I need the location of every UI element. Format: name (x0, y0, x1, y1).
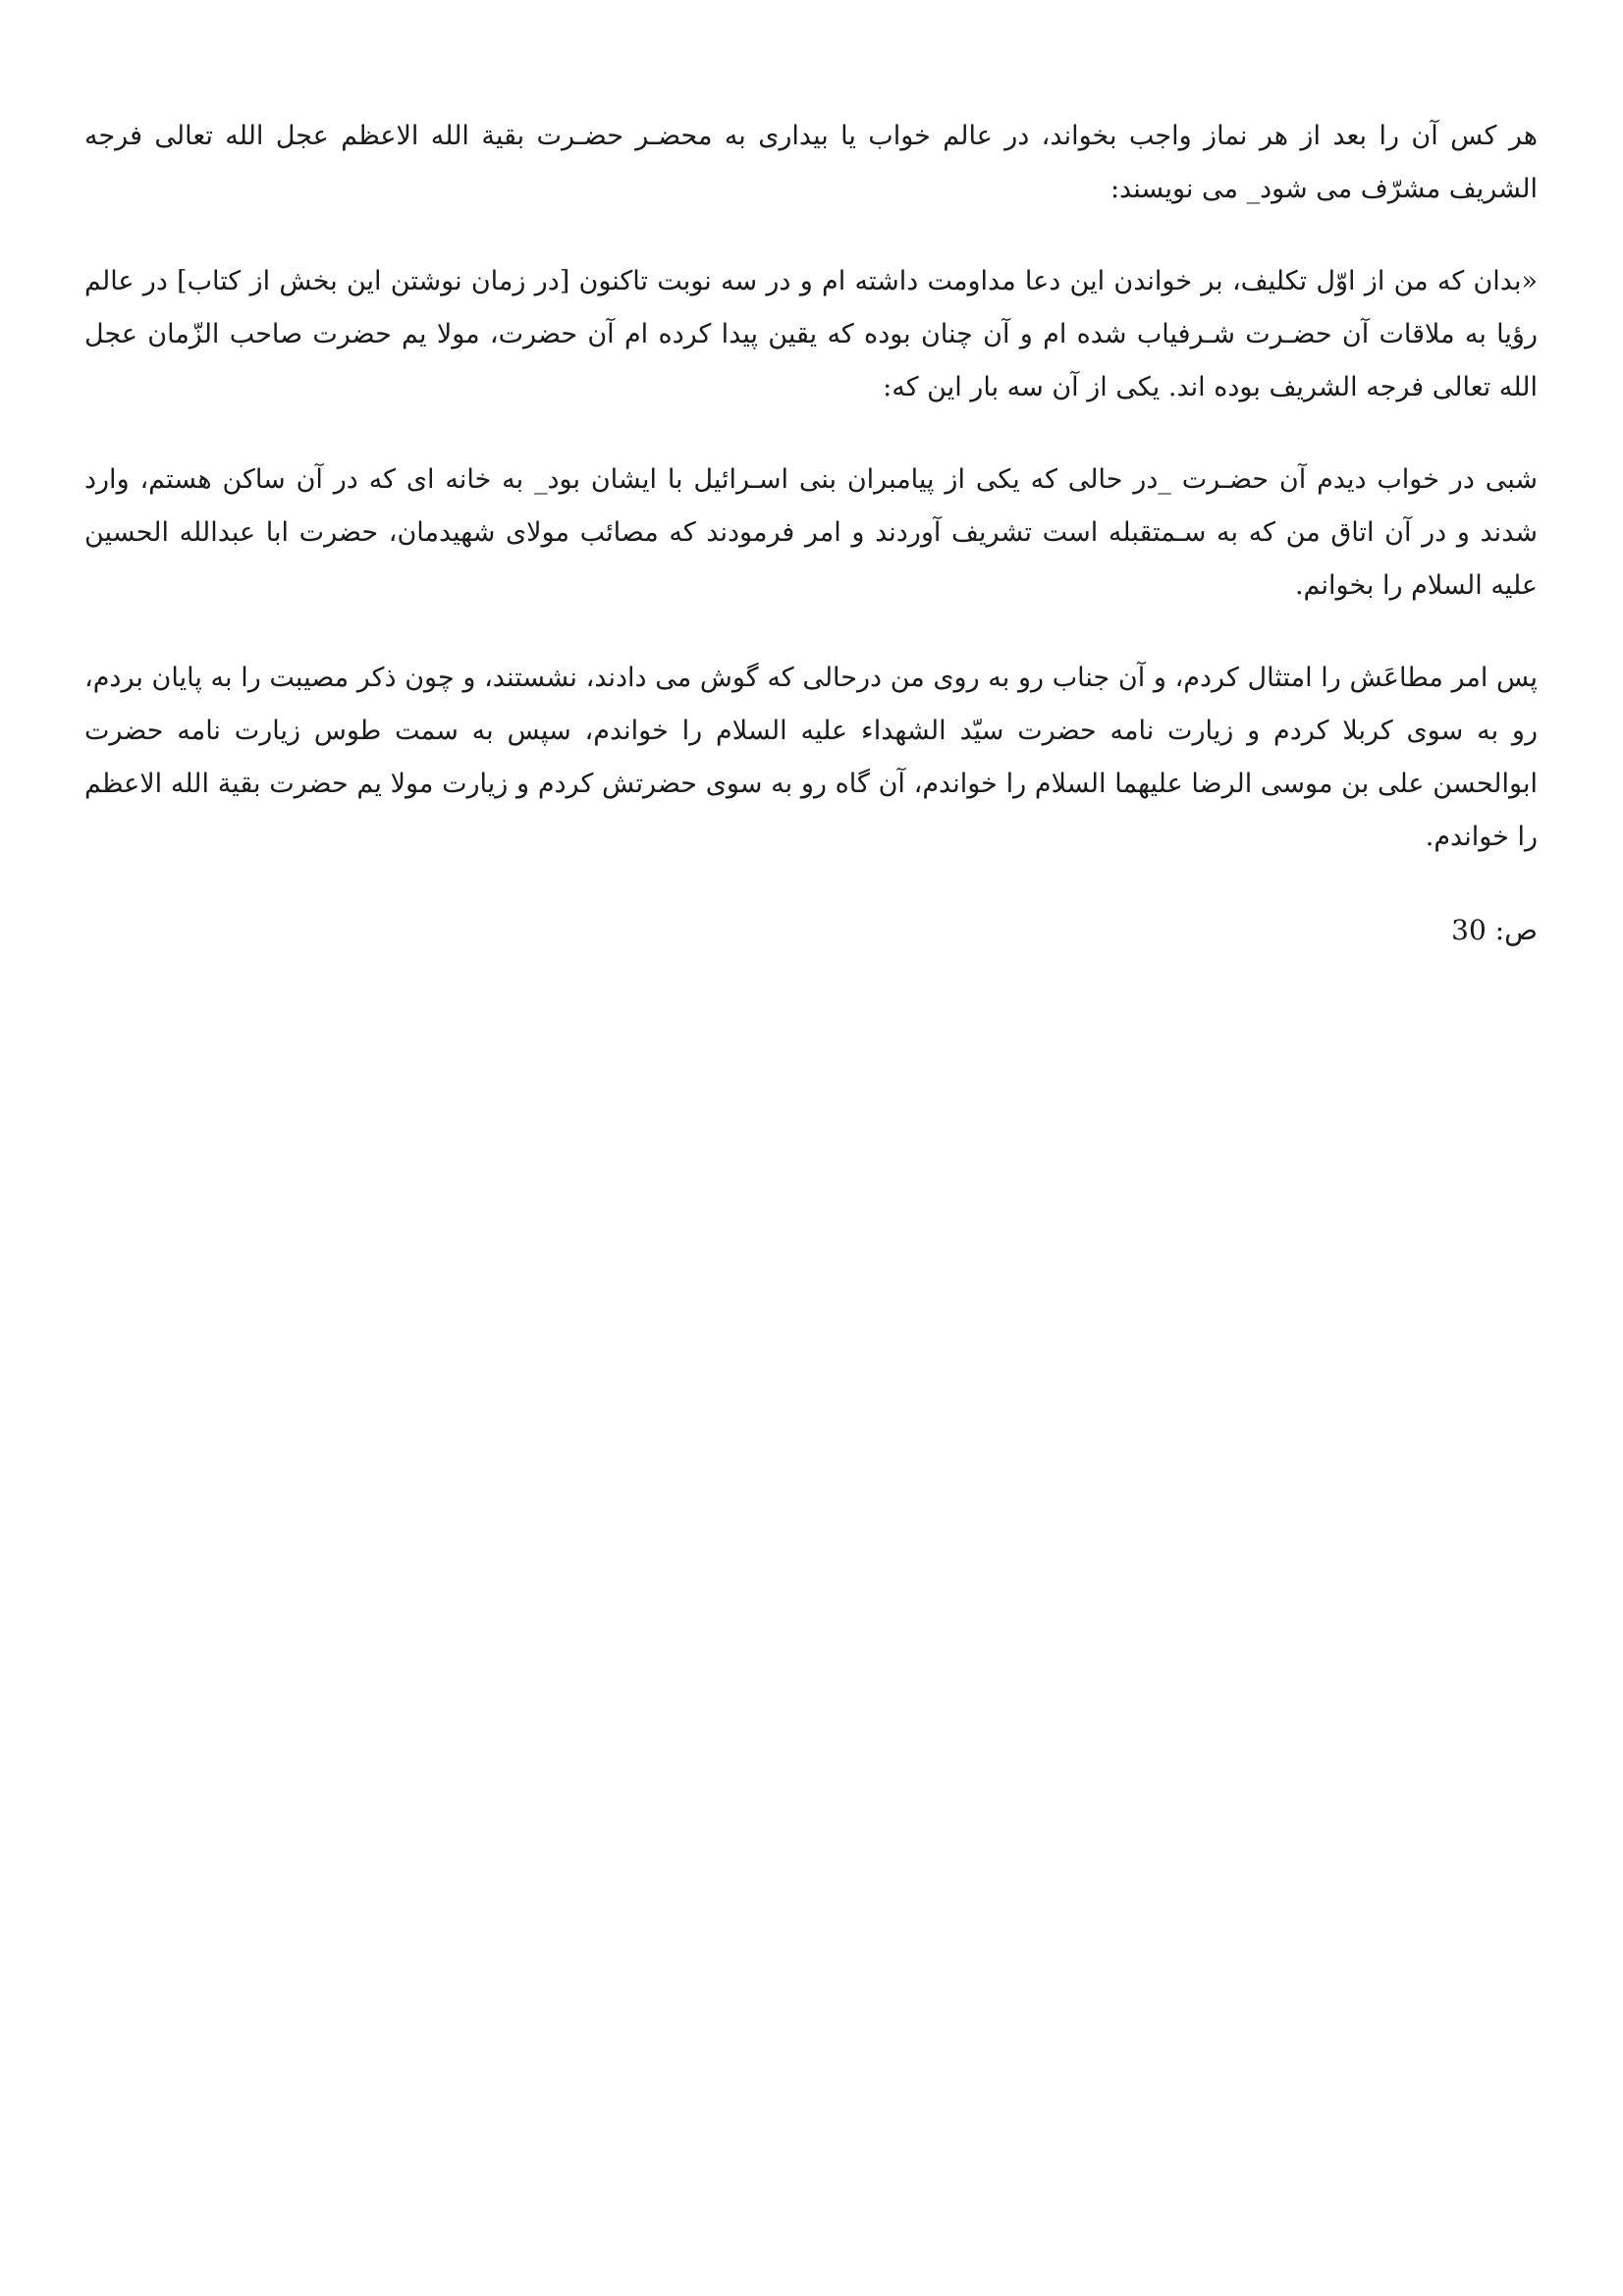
paragraph-3: شبی در خواب دیدم آن حضـرت _در حالی که یکی از پیامبران بنی اسـرائیل با ایشان بود_ به خانه ای که در آن ساکن هستم، وارد شدند و در آن اتاق من که به سـمتقبله است تشریف آوردند و امر فرمودند که مصائب مولای شهیدمان، حضرت ابا عبدالله الحسین علیه السلام را بخوانم. (84, 464, 1538, 601)
document-page (84, 110, 1538, 950)
paragraph-2: «بدان که من از اوّل تکلیف، بر خواندن این دعا مداومت داشته ام و در سه نوبت تاکنون [در زمان نوشتن این بخش از کتاب] در عالم رؤیا به ملاقات آن حضـرت شـرفیاب شده ام و آن چنان بوده که یقین پیدا کرده ام آن حضرت، مولا یم حضرت صاحب الزّمان عجل الله تعالی فرجه الشریف بوده اند. یکی از آن سه بار این که: (84, 266, 1538, 402)
paragraph-4: پس امر مطاعَش را امتثال کردم، و آن جناب رو به روی من درحالی که گوش می دادند، نشستند، و چون ذکر مصیبت را به پایان بردم، رو به سوی کربلا کردم و زیارت نامه حضرت سیّد الشهداء علیه السلام را خواندم، سپس به سمت طوس زیارت نامه حضرت ابوالحسن علی بن موسی الرضا علیهما السلام را خواندم، آن گاه رو به سوی حضرتش کردم و زیارت مولا یم حضرت بقیة الله الاعظم را خواندم. (84, 663, 1538, 852)
paragraph-1: هر کس آن را بعد از هر نماز واجب بخواند، در عالم خواب یا بیداری به محضـر حضـرت بقیة الله الاعظم عجل الله تعالی فرجه الشریف مشرّف می شود_ می نویسند: (84, 121, 1538, 204)
page-number: ص: 30 (1451, 914, 1538, 946)
